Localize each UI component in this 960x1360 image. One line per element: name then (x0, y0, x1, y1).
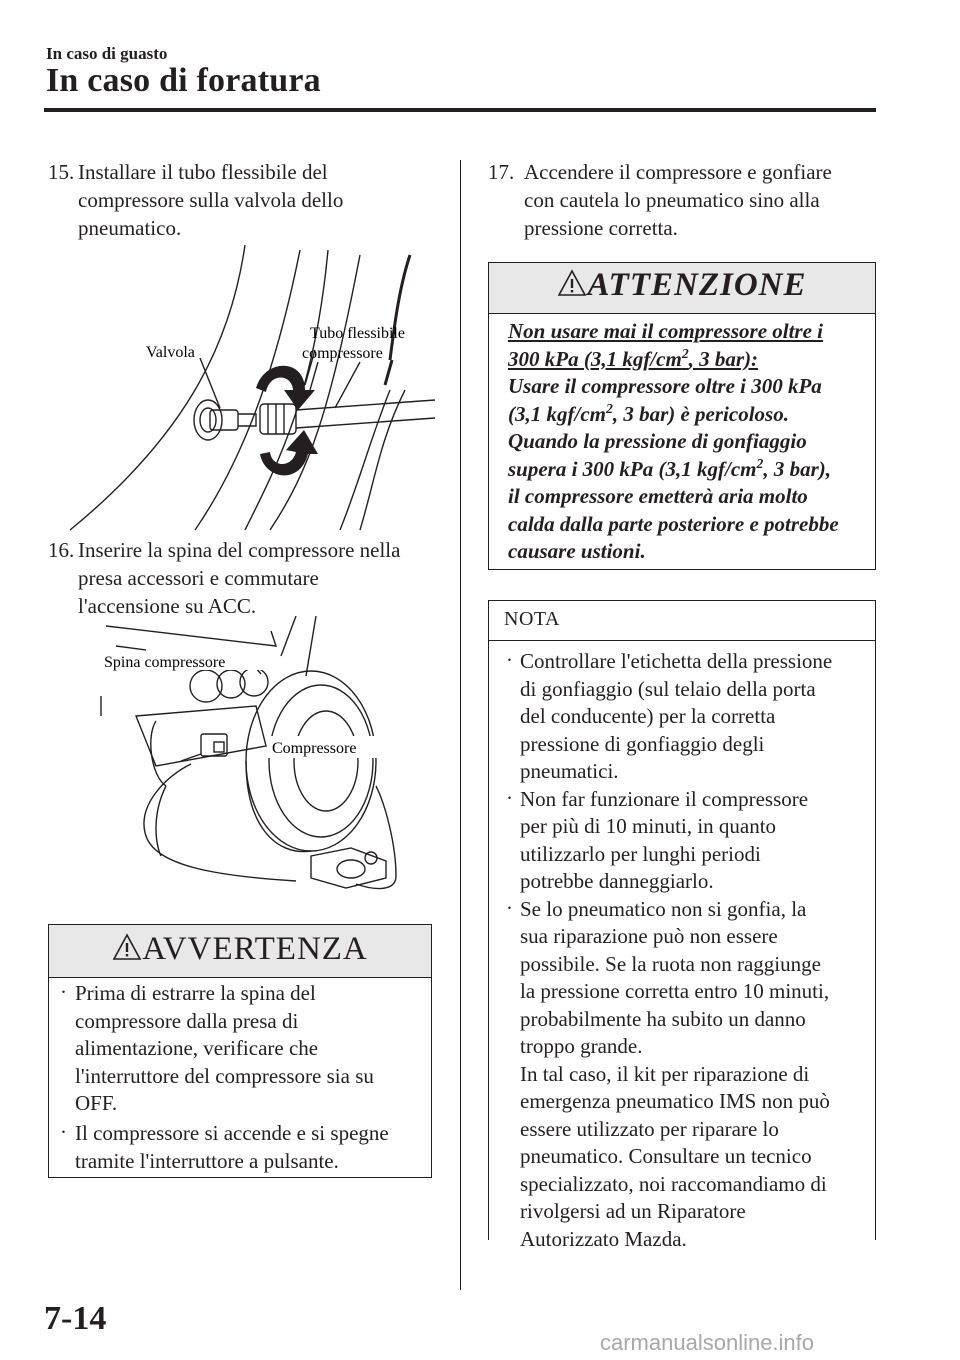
caution-line: calda dalla parte posteriore e potrebbe (508, 511, 839, 536)
bullet-line: sua riparazione può non essere (520, 924, 778, 948)
bullet-line: compressore dalla presa di (75, 1008, 299, 1033)
superscript: 2 (681, 345, 689, 361)
caution-line: il compressore emetterà aria molto (508, 484, 808, 508)
bullet-line: potrebbe danneggiarlo. (520, 869, 714, 893)
nota-separator (488, 640, 876, 641)
step-line: con cautela lo pneumatico sino alla (524, 188, 820, 212)
bullet-dot: · (60, 980, 67, 1004)
nota-title: NOTA (504, 608, 560, 630)
text-part: , 3 bar): (688, 346, 759, 371)
nota-bullets (506, 648, 832, 1253)
step-number: 17. (488, 160, 515, 184)
hose-label-line1: Tubo flessibile (310, 325, 405, 342)
bullet-line: rivolgersi ad un Riparatore (520, 1199, 746, 1223)
text-part: (3,1 kgf/cm (508, 401, 606, 426)
caution-title: ATTENZIONE (587, 267, 807, 303)
bullet-line: possibile. Se la ruota non raggiunge (520, 951, 821, 976)
text-part: 300 kPa (3,1 kgf/cm (508, 346, 682, 371)
bullet-line: pressione di gonfiaggio degli (520, 731, 765, 756)
caution-line: causare ustioni. (508, 539, 646, 563)
bullet-line: probabilmente ha subito un danno (520, 1006, 806, 1031)
step-line: pressione corretta. (524, 216, 678, 240)
bullet-line: per più di 10 minuti, in quanto (520, 814, 777, 838)
section-label: In caso di guasto (46, 44, 168, 63)
bullet-dot: · (506, 785, 513, 810)
bullet-line: Se lo pneumatico non si gonfia, la (520, 896, 807, 921)
warning-triangle-icon (112, 933, 142, 961)
bullet-line: Il compressore si accende e si spegne (75, 1121, 389, 1145)
warning-header (49, 925, 431, 978)
step-line: Inserire la spina del compressore nella (78, 538, 401, 562)
caution-line: Usare il compressore oltre i 300 kPa (508, 374, 822, 398)
superscript: 2 (756, 455, 764, 471)
caution-heading-line: Non usare mai il compressore oltre i (508, 319, 824, 343)
caution-heading-line (508, 346, 839, 374)
hose-label-line2: compressore (302, 345, 383, 362)
valve-label: Valvola (146, 344, 195, 361)
bullet-line: di gonfiaggio (sul telaio della porta (520, 676, 816, 701)
bullet-line: emergenza pneumatico IMS non può (520, 1089, 830, 1113)
bullet-line: In tal caso, il kit per riparazione di (520, 1061, 810, 1086)
bullet-line: specializzato, noi raccomandiamo di (520, 1171, 827, 1196)
bullet-line: Controllare l'etichetta della pressione (520, 649, 833, 673)
column-divider (460, 160, 461, 1290)
step-16 (48, 536, 458, 620)
page-title: In caso di foratura (46, 62, 321, 99)
text-part: , 3 bar) è pericoloso. (612, 401, 789, 426)
step-line: l'accensione su ACC. (78, 594, 257, 618)
nota-frame (488, 600, 489, 1240)
bullet-line: troppo grande. (520, 1034, 643, 1058)
list-item (506, 648, 832, 786)
warning-bullets (60, 980, 389, 1175)
bullet-line: l'interruttore del compressore sia su (75, 1063, 374, 1088)
step-line: pneumatico. (78, 216, 182, 240)
caution-body (508, 318, 839, 566)
warning-triangle-icon (557, 269, 587, 297)
bullet-line: utilizzarlo per lunghi periodi (520, 841, 761, 866)
bullet-line: essere utilizzato per riparare lo (520, 1116, 779, 1141)
step-15 (48, 158, 448, 242)
page-number: 7-14 (44, 1300, 107, 1337)
bullet-line: pneumatico. Consultare un tecnico (520, 1144, 812, 1168)
list-item (60, 980, 389, 1120)
bullet-line: alimentazione, verificare che (75, 1036, 319, 1060)
warning-title: AVVERTENZA (142, 931, 368, 967)
nota-frame (875, 600, 876, 1240)
list-item (506, 896, 832, 1254)
step-number: 15. (48, 160, 75, 184)
bullet-line: pneumatici. (520, 759, 619, 783)
step-line: Accendere il compressore e gonfiare (524, 160, 832, 184)
plug-label: Spina compressore (104, 654, 226, 671)
step-17 (488, 158, 878, 242)
step-line: compressore sulla valvola dello (78, 188, 344, 212)
bullet-line: OFF. (75, 1091, 118, 1115)
caution-header (489, 263, 875, 314)
bullet-line: Non far funzionare il compressore (520, 786, 809, 811)
nota-frame (488, 600, 876, 601)
caution-line (508, 456, 839, 484)
bullet-line: tramite l'interruttore a pulsante. (75, 1148, 339, 1173)
superscript: 2 (605, 400, 613, 416)
valve-hose-illustration (60, 240, 450, 535)
bullet-dot: · (506, 648, 513, 672)
title-rule (44, 108, 876, 112)
step-number: 16. (48, 538, 75, 562)
bullet-line: la pressione corretta entro 10 minuti, (520, 979, 830, 1003)
text-part: , 3 bar), (763, 456, 831, 481)
step-line: presa accessori e commutare (78, 566, 319, 590)
caution-line: Quando la pressione di gonfiaggio (508, 429, 807, 453)
bullet-dot: · (60, 1120, 67, 1144)
compressor-label: Compressore (272, 740, 357, 757)
bullet-dot: · (506, 895, 513, 920)
step-line: Installare il tubo flessibile del (78, 160, 328, 184)
list-item (60, 1120, 389, 1175)
list-item (506, 786, 832, 896)
compressor-illustration (96, 616, 416, 896)
bullet-line: Autorizzato Mazda. (520, 1226, 687, 1251)
watermark: carmanualsonline.info (600, 1330, 815, 1355)
text-part: supera i 300 kPa (3,1 kgf/cm (508, 456, 757, 481)
caution-line (508, 401, 839, 429)
bullet-line: Prima di estrarre la spina del (75, 981, 316, 1005)
bullet-line: del conducente) per la corretta (520, 704, 776, 728)
